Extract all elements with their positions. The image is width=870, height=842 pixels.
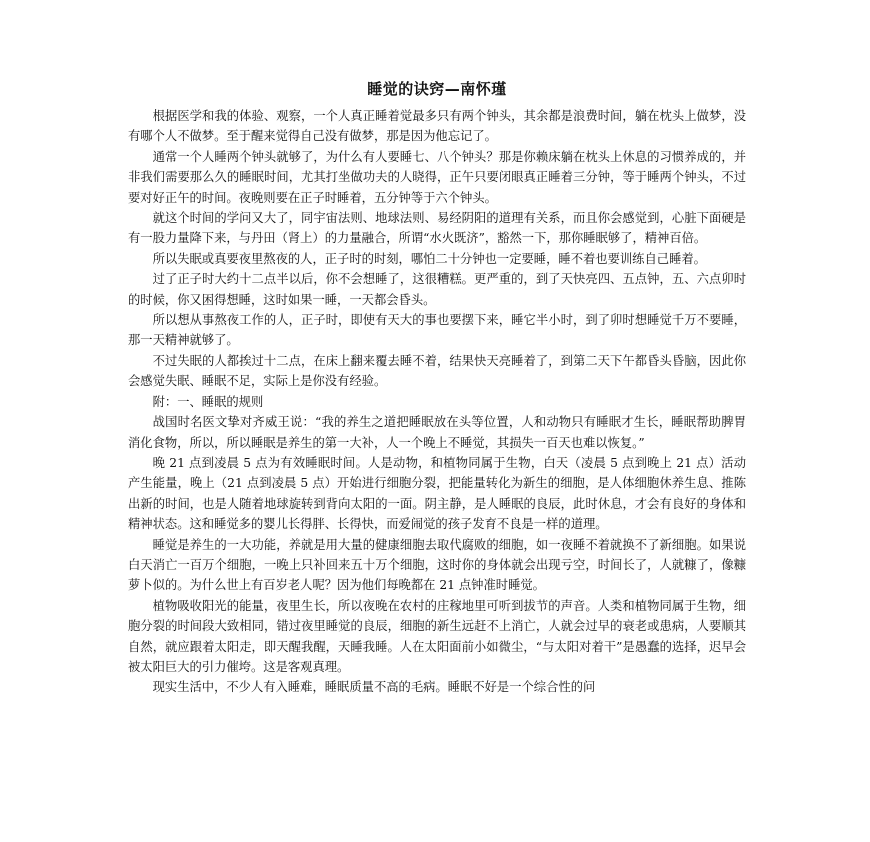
paragraph-4: 所以失眠或真要夜里熬夜的人，正子时的时刻，哪怕二十分钟也一定要睡，睡不着也要训练自己睡着。 [152,251,706,266]
paragraph-11: 睡觉是养生的一大功能，养就是用大量的健康细胞去取代腐败的细胞，如一夜睡不着就换不了新细胞。如果说白天消亡一百万个细胞，一晚上只补回来五十万个细胞，这时你的身体就会出现亏空，时间长了，人就糠了，像糠萝卜似的。为什么世上有百岁老人呢？因为他们每晚都在 21 点钟准时睡觉。 [128,537,746,593]
paragraph-6: 所以想从事熬夜工作的人，正子时，即使有天大的事也要摆下来，睡它半小时，到了卯时想睡觉千万不要睡，那一天精神就够了。 [128,313,746,348]
document-page [128,72,746,698]
paragraph-13: 现实生活中，不少人有入睡难，睡眠质量不高的毛病。睡眠不好是一个综合性的问 [152,680,596,695]
paragraph-10: 晚 21 点到凌晨 5 点为有效睡眠时间。人是动物，和植物同属于生物，白天（凌晨 5 点到晚上 21 点）活动产生能量，晚上（21 点到凌晨 5 点）开始进行细胞分裂，把能量转化为新生的细胞，是人体细胞休养生息、推陈出新的时间，也是人随着地球旋转到背向太阳的一面。阴主静，是人睡眠的良辰，此时休息，才会有良好的身体和精神状态。这和睡觉多的婴儿长得胖、长得快，而爱闹觉的孩子发育不良是一样的道理。 [128,455,746,532]
appendix-heading: 附：一、睡眠的规则 [152,394,264,409]
paragraph-3: 就这个时间的学问又大了，同宇宙法则、地球法则、易经阴阳的道理有关系，而且你会感觉到，心脏下面硬是有一股力量降下来，与丹田（肾上）的力量融合，所谓“水火既济”，豁然一下，那你睡眠够了，精神百倍。 [128,211,746,246]
paragraph-2: 通常一个人睡两个钟头就够了，为什么有人要睡七、八个钟头？那是你赖床躺在枕头上休息的习惯养成的，并非我们需要那么久的睡眠时间，尤其打坐做功夫的人晓得，正午只要闭眼真正睡着三分钟，等于睡两个钟头，不过要对好正午的时间。夜晚则要在正子时睡着，五分钟等于六个钟头。 [128,149,746,205]
paragraph-5: 过了正子时大约十二点半以后，你不会想睡了，这很糟糕。更严重的，到了天快亮四、五点钟，五、六点卯时的时候，你又困得想睡，这时如果一睡，一天都会昏头。 [128,272,746,307]
paragraph-12: 植物吸收阳光的能量，夜里生长，所以夜晚在农村的庄稼地里可听到拔节的声音。人类和植物同属于生物，细胞分裂的时间段大致相同，错过夜里睡觉的良辰，细胞的新生远赶不上消亡，人就会过早的衰老或患病，人要顺其自然，就应跟着太阳走，即天醒我醒，天睡我睡。人在太阳面前小如微尘，“与太阳对着干”是愚蠢的选择，迟早会被太阳巨大的引力催垮。这是客观真理。 [128,598,746,674]
paragraph-9: 战国时名医文挚对齐威王说：“我的养生之道把睡眠放在头等位置，人和动物只有睡眠才生长，睡眠帮助脾胃消化食物，所以，所以睡眠是养生的第一大补，人一个晚上不睡觉，其损失一百天也难以恢复。” [128,415,746,450]
paragraph-7: 不过失眠的人都挨过十二点，在床上翻来覆去睡不着，结果快天亮睡着了，到第二天下午都昏头昏脑，因此你会感觉失眠、睡眠不足，实际上是你没有经验。 [128,353,746,389]
document-title: 睡觉的诀窍—南怀瑾 [367,80,507,98]
paragraph-1: 根据医学和我的体验、观察，一个人真正睡着觉最多只有两个钟头，其余都是浪费时间，躺在枕头上做梦，没有哪个人不做梦。至于醒来觉得自己没有做梦，那是因为他忘记了。 [128,109,746,144]
